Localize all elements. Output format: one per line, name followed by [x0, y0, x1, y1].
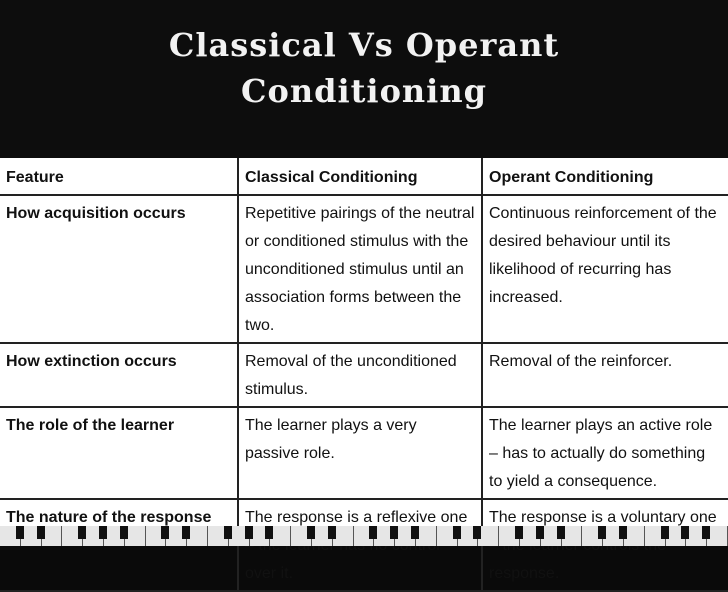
header-feature: Feature [0, 158, 238, 195]
header-operant: Operant Conditioning [482, 158, 728, 195]
piano-keys-decoration [0, 526, 728, 546]
feature-cell: The role of the learner [0, 407, 238, 499]
slide-title-line-2: Conditioning [241, 72, 487, 110]
comparison-table-container [0, 158, 728, 582]
feature-cell: How acquisition occurs [0, 195, 238, 343]
slide-title [0, 22, 728, 114]
table-row [0, 407, 728, 499]
operant-cell: Removal of the reinforcer. [482, 343, 728, 407]
operant-cell: Continuous reinforcement of the desired behaviour until its likelihood of recurring has increased. [482, 195, 728, 343]
table-header-row [0, 158, 728, 195]
table-row [0, 343, 728, 407]
table-row [0, 195, 728, 343]
classical-cell: The response is a reflexive one over it. [238, 499, 482, 591]
feature-cell: How extinction occurs [0, 343, 238, 407]
classical-cell: Removal of the unconditioned stimulus. [238, 343, 482, 407]
feature-cell: The nature of the response [0, 499, 238, 591]
classical-cell: Repetitive pairings of the neutral or conditioned stimulus with the unconditioned stimulus until an association forms between the two. [238, 195, 482, 343]
slide-title-line-1: Classical Vs Operant [168, 26, 560, 64]
classical-cell: The learner plays a very passive role. [238, 407, 482, 499]
operant-cell: The learner plays an active role – has to actually do something to yield a consequence. [482, 407, 728, 499]
header-classical: Classical Conditioning [238, 158, 482, 195]
operant-cell: The response is a voluntary one response. [482, 499, 728, 591]
